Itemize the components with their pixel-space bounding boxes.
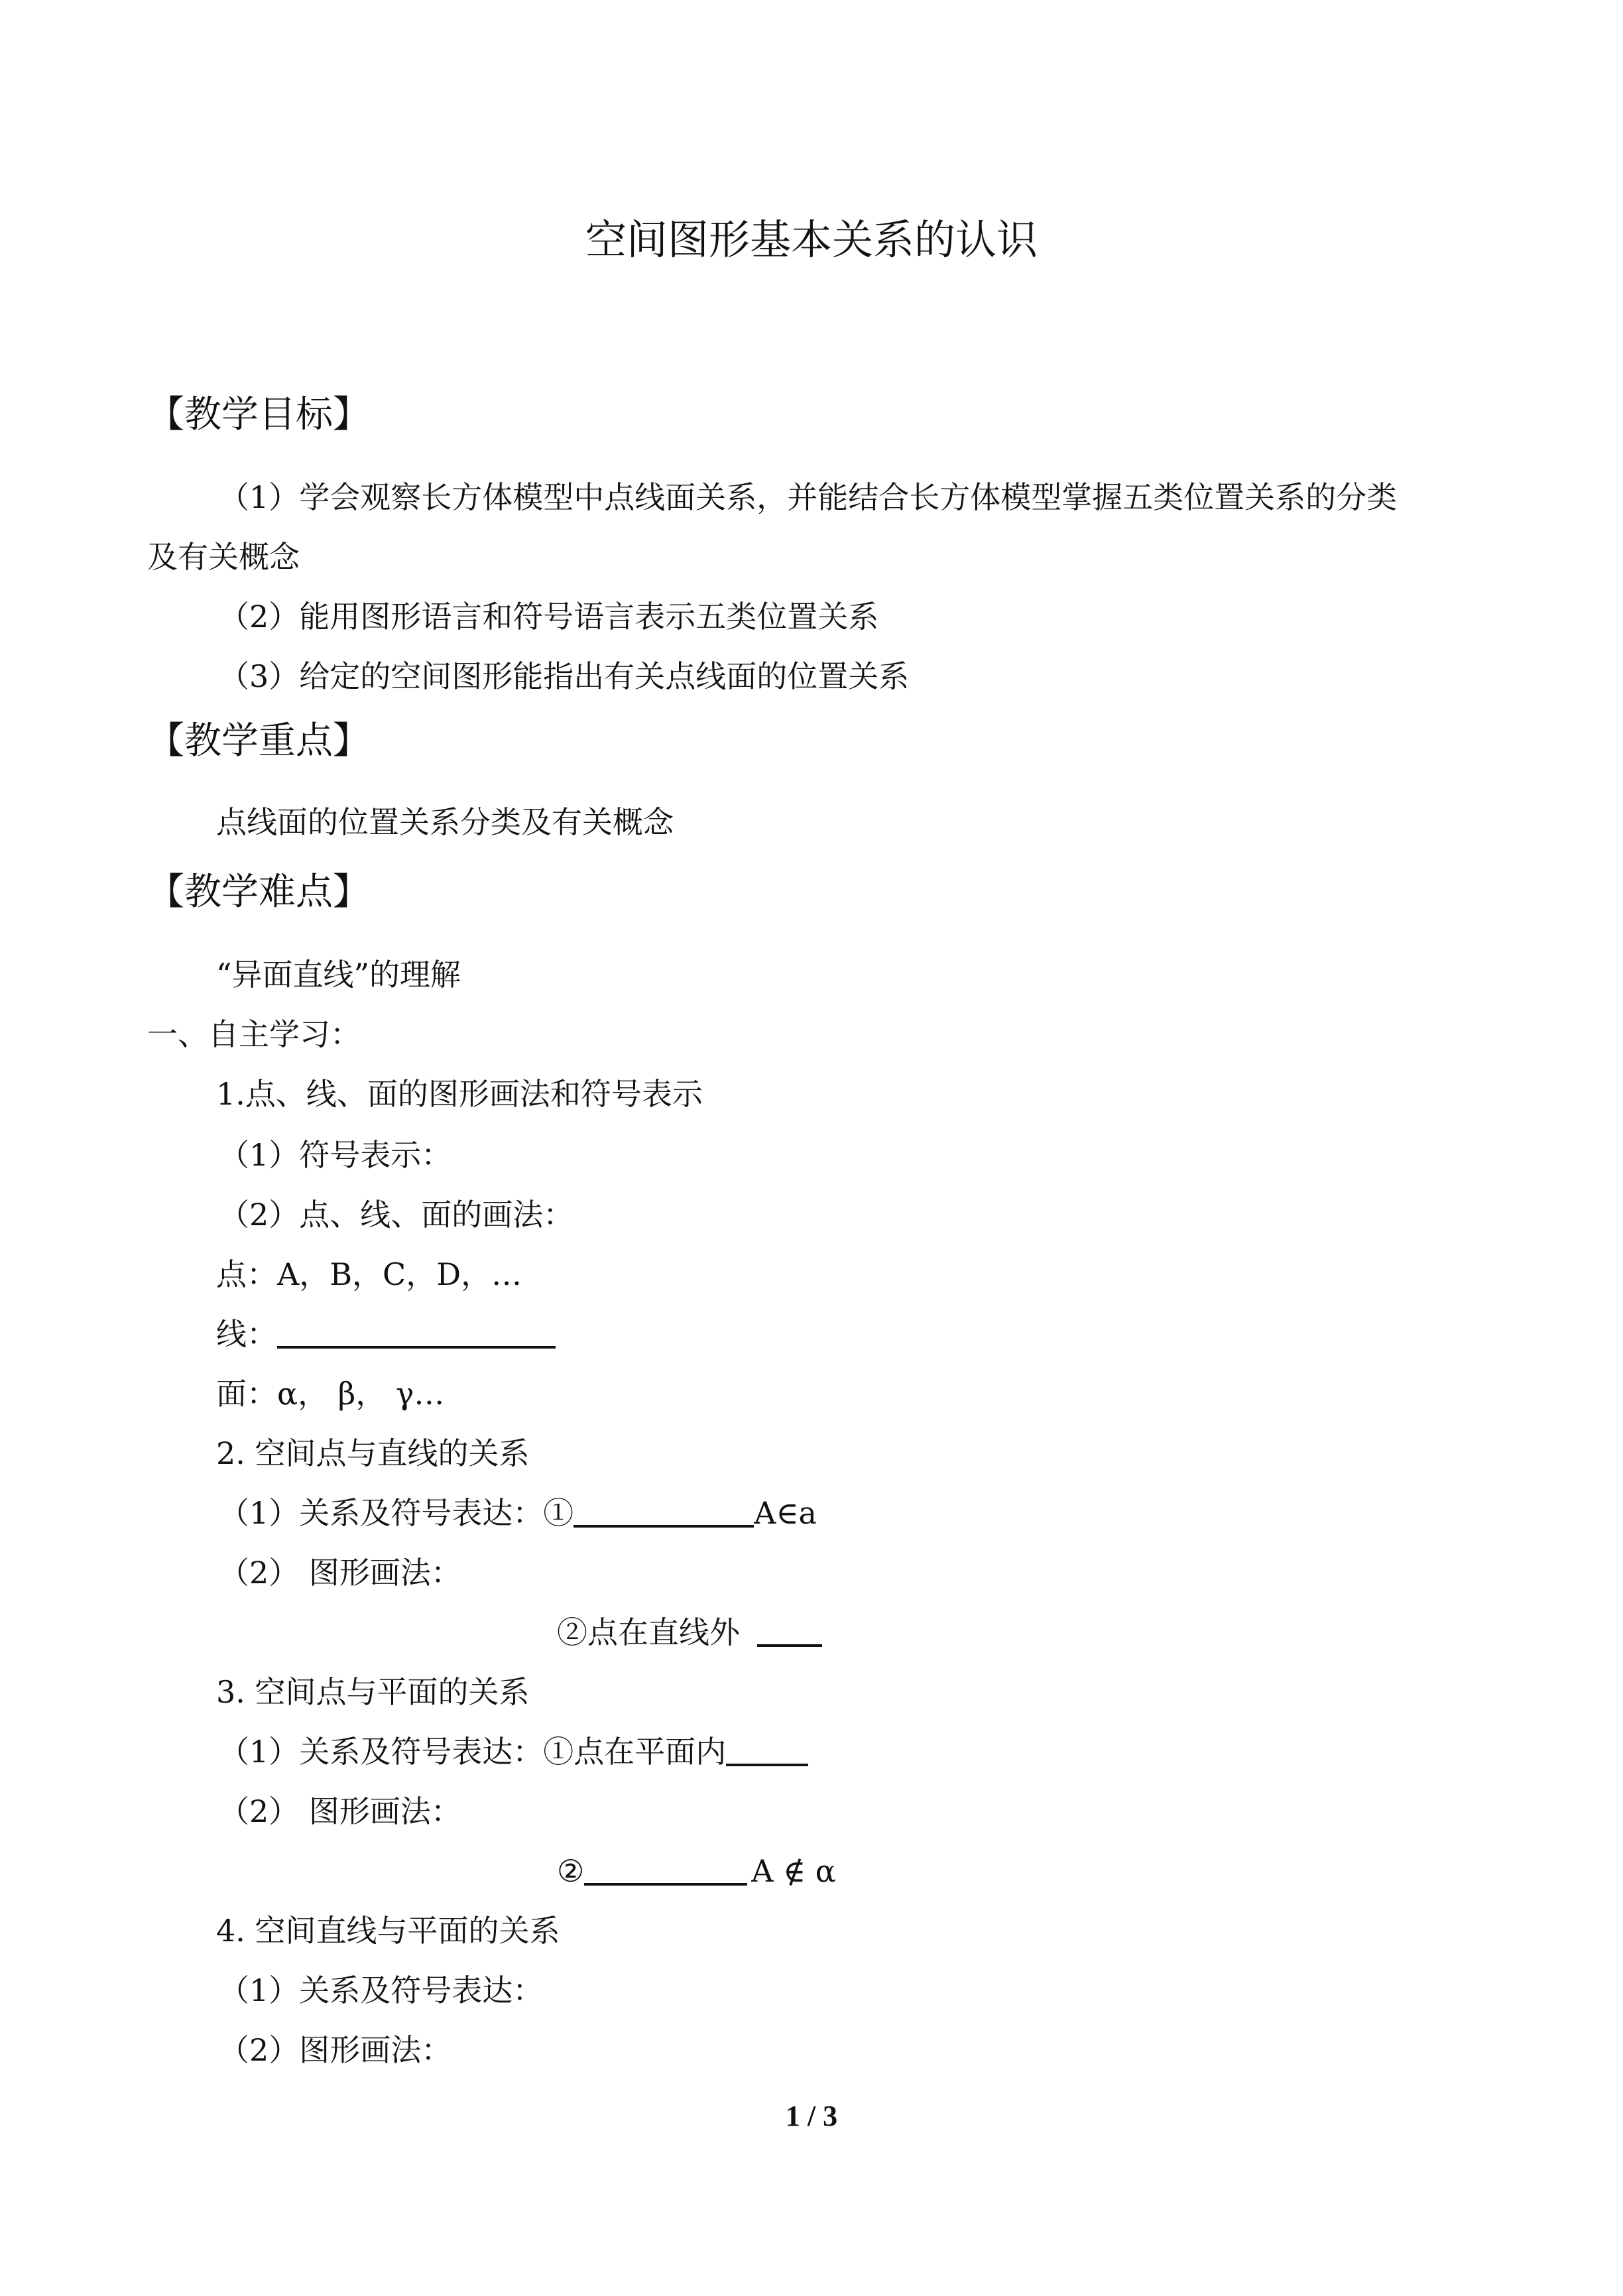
page-number: 1 / 3 xyxy=(785,2100,838,2132)
page-title: 空间图形基本关系的认识 xyxy=(585,215,1038,264)
goal-item-1-cont: 及有关概念 xyxy=(147,539,300,575)
key-text: 点线面的位置关系分类及有关概念 xyxy=(216,804,674,840)
s4-drawing: （2）图形画法： xyxy=(219,2032,452,2068)
notin-blank[interactable] xyxy=(584,1852,747,1886)
difficulty-text: “异面直线”的理解 xyxy=(216,957,461,993)
s2-drawing: （2） 图形画法： xyxy=(219,1555,461,1591)
key-heading: 【教学重点】 xyxy=(147,719,370,762)
s3-drawing: （2） 图形画法： xyxy=(219,1793,461,1829)
goals-heading: 【教学目标】 xyxy=(147,393,370,436)
s3-relation: （1）关系及符号表达：①点在平面内 xyxy=(219,1734,727,1770)
s3-title: 3. 空间点与平面的关系 xyxy=(216,1674,530,1710)
s1-line-label: 线： xyxy=(216,1316,277,1352)
s4-relation: （1）关系及符号表达： xyxy=(219,1972,544,2008)
part1-heading: 一、自主学习： xyxy=(147,1016,361,1052)
goal-item-2: （2）能用图形语言和符号语言表示五类位置关系 xyxy=(219,599,879,634)
s2-relation-suffix: A∈a xyxy=(754,1495,817,1531)
s1-title: 1.点、线、面的图形画法和符号表示 xyxy=(216,1076,703,1112)
s4-title: 4. 空间直线与平面的关系 xyxy=(216,1913,560,1949)
s3-notin-row xyxy=(557,1851,836,1891)
goal-item-1: （1）学会观察长方体模型中点线面关系，并能结合长方体模型掌握五类位置关系的分类 xyxy=(219,479,1398,515)
s3-relation-row xyxy=(219,1732,808,1772)
s1-point: 点：A，B，C，D，… xyxy=(216,1256,522,1292)
s1-line-row xyxy=(216,1314,556,1354)
goal-item-3: （3）给定的空间图形能指出有关点线面的位置关系 xyxy=(219,658,910,694)
relation-blank[interactable] xyxy=(573,1494,754,1528)
s3-circle2: ② xyxy=(557,1853,585,1889)
line-blank[interactable] xyxy=(277,1315,556,1349)
s2-outside: ②点在直线外 xyxy=(557,1614,740,1650)
s1-drawing: （2）点、线、面的画法： xyxy=(219,1197,574,1233)
s2-outside-row xyxy=(557,1612,822,1652)
s2-title: 2. 空间点与直线的关系 xyxy=(216,1435,530,1471)
s2-relation-row xyxy=(219,1493,817,1533)
s2-relation-prefix: （1）关系及符号表达：① xyxy=(219,1495,574,1531)
s1-plane: 面：α， β， γ… xyxy=(216,1376,445,1412)
difficulty-heading: 【教学难点】 xyxy=(147,871,370,914)
in-plane-blank[interactable] xyxy=(726,1733,808,1766)
s3-not-in: A ∉ α xyxy=(751,1853,836,1889)
s1-symbol: （1）符号表示： xyxy=(219,1137,452,1173)
outside-blank[interactable] xyxy=(757,1614,822,1647)
